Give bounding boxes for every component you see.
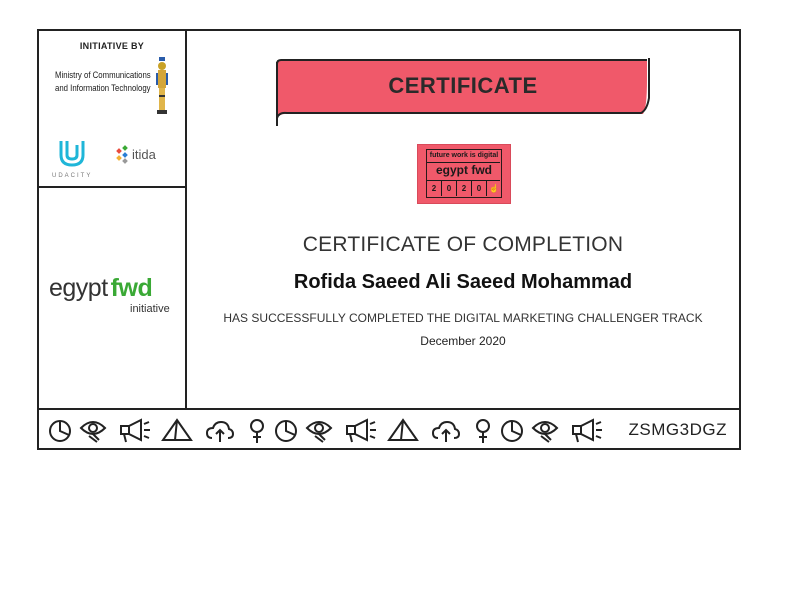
eye-icon [305,418,333,444]
cloud-upload-icon [205,418,235,444]
stamp-brand: egypt fwd [436,163,492,177]
certificate-code: ZSMG3DGZ [628,420,727,439]
recipient-name: Rofida Saeed Ali Saeed Mohammad [293,271,633,293]
initiative-by-label: INITIATIVE BY [79,41,145,51]
pyramid-icon [161,418,193,444]
certificate-title: CERTIFICATE OF COMPLETION [302,233,624,256]
megaphone-icon [345,418,377,444]
pyramid-icon [387,418,419,444]
ministry-figure-icon [153,57,171,115]
initiative-label: initiative [130,303,170,315]
stamp-tagline: future work is digital [429,152,499,159]
egypt-fwd-logo: egypt fwd [49,274,153,302]
sponsor-panel [39,31,187,188]
location-pin-icon [247,418,267,444]
eye-icon [531,418,559,444]
cloud-upload-icon [431,418,461,444]
egypt-fwd-stamp [417,144,511,204]
certificate [37,29,741,450]
itida-logo-icon [115,143,171,167]
eye-icon [79,418,107,444]
banner-label: CERTIFICATE [388,73,538,98]
svg-text:itida: itida [132,147,156,162]
stamp-year: 2 0 2 0 ☝ [427,181,501,196]
certificate-date: December 2020 [420,334,506,348]
pie-chart-icon [273,418,299,444]
pie-chart-icon [47,418,73,444]
ministry-logo-text: Ministry of Communications and Information Technology [55,70,151,94]
udacity-label: UDACITY [52,173,93,179]
megaphone-icon [119,418,151,444]
pie-chart-icon [499,418,525,444]
certificate-footer [39,408,739,448]
megaphone-icon [571,418,603,444]
stamp-hand-icon: ☝ [489,184,499,193]
brand-panel [39,188,187,409]
udacity-logo-icon [55,137,89,171]
completion-statement: HAS SUCCESSFULLY COMPLETED THE DIGITAL MARKETING CHALLENGER TRACK [223,311,703,325]
location-pin-icon [473,418,493,444]
